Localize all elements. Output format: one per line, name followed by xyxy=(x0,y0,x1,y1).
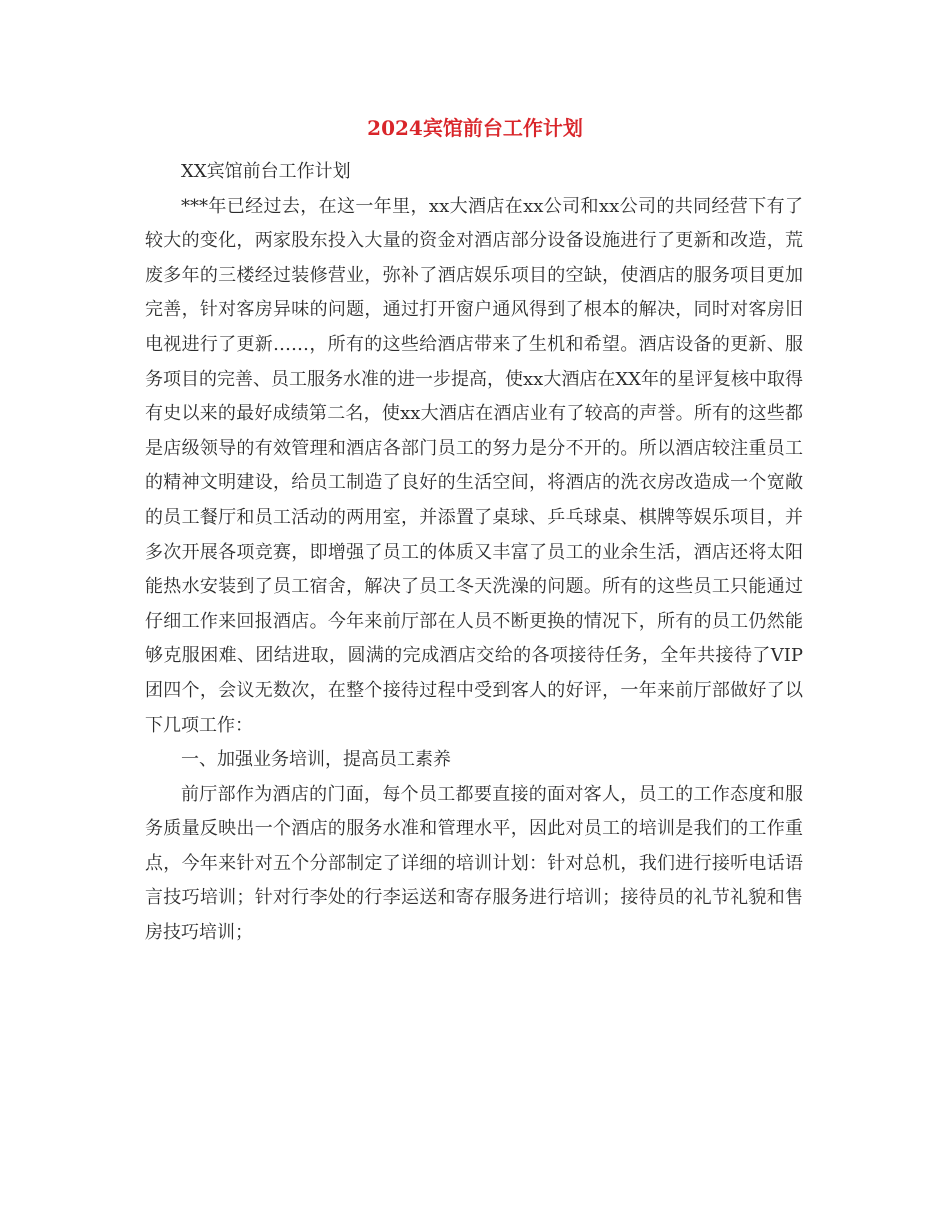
document-title: 2024宾馆前台工作计划 xyxy=(367,116,583,140)
subtitle-paragraph: XX宾馆前台工作计划 xyxy=(181,161,351,182)
document-body xyxy=(145,155,803,951)
body-paragraph: ***年已经过去，在这一年里，xx大酒店在xx公司和xx公司的共同经营下有了较大的变化，两家股东投入大量的资金对酒店部分设备设施进行了更新和改造，荒废多年的三楼经过装修营业，弥补了酒店娱乐项目的空缺，使酒店的服务项目更加完善，针对客房异味的问题，通过打开窗户通风得到了根本的解决，同时对客房旧电视进行了更新……，所有的这些给酒店带来了生机和希望。酒店设备的更新、服务项目的完善、员工服务水准的进一步提高，使xx大酒店在XX年的星评复核中取得有史以来的最好成绩第二名，使xx大酒店在酒店业有了较高的声誉。所有的这些都是店级领导的有效管理和酒店各部门员工的努力是分不开的。所以酒店较注重员工的精神文明建设，给员工制造了良好的生活空间，将酒店的洗衣房改造成一个宽敞的员工餐厅和员工活动的两用室，并添置了桌球、乒乓球桌、棋牌等娱乐项目，并多次开展各项竞赛，即增强了员工的体质又丰富了员工的业余生活，酒店还将太阳能热水安装到了员工宿舍，解决了员工冬天洗澡的问题。所有的这些员工只能通过仔细工作来回报酒店。今年来前厅部在人员不断更换的情况下，所有的员工仍然能够克服困难、团结进取，圆满的完成酒店交给的各项接待任务，全年共接待了VIP团四个，会议无数次，在整个接待过程中受到客人的好评，一年来前厅部做好了以下几项工作： xyxy=(145,195,803,736)
body-paragraph: 前厅部作为酒店的门面，每个员工都要直接的面对客人，员工的工作态度和服务质量反映出一个酒店的服务水准和管理水平，因此对员工的培训是我们的工作重点，今年来针对五个分部制定了详细的培训计划：针对总机，我们进行接听电话语言技巧培训；针对行李处的行李运送和寄存服务进行培训；接待员的礼节礼貌和售房技巧培训； xyxy=(145,783,803,944)
section-heading: 一、加强业务培训，提高员工素养 xyxy=(181,749,451,771)
